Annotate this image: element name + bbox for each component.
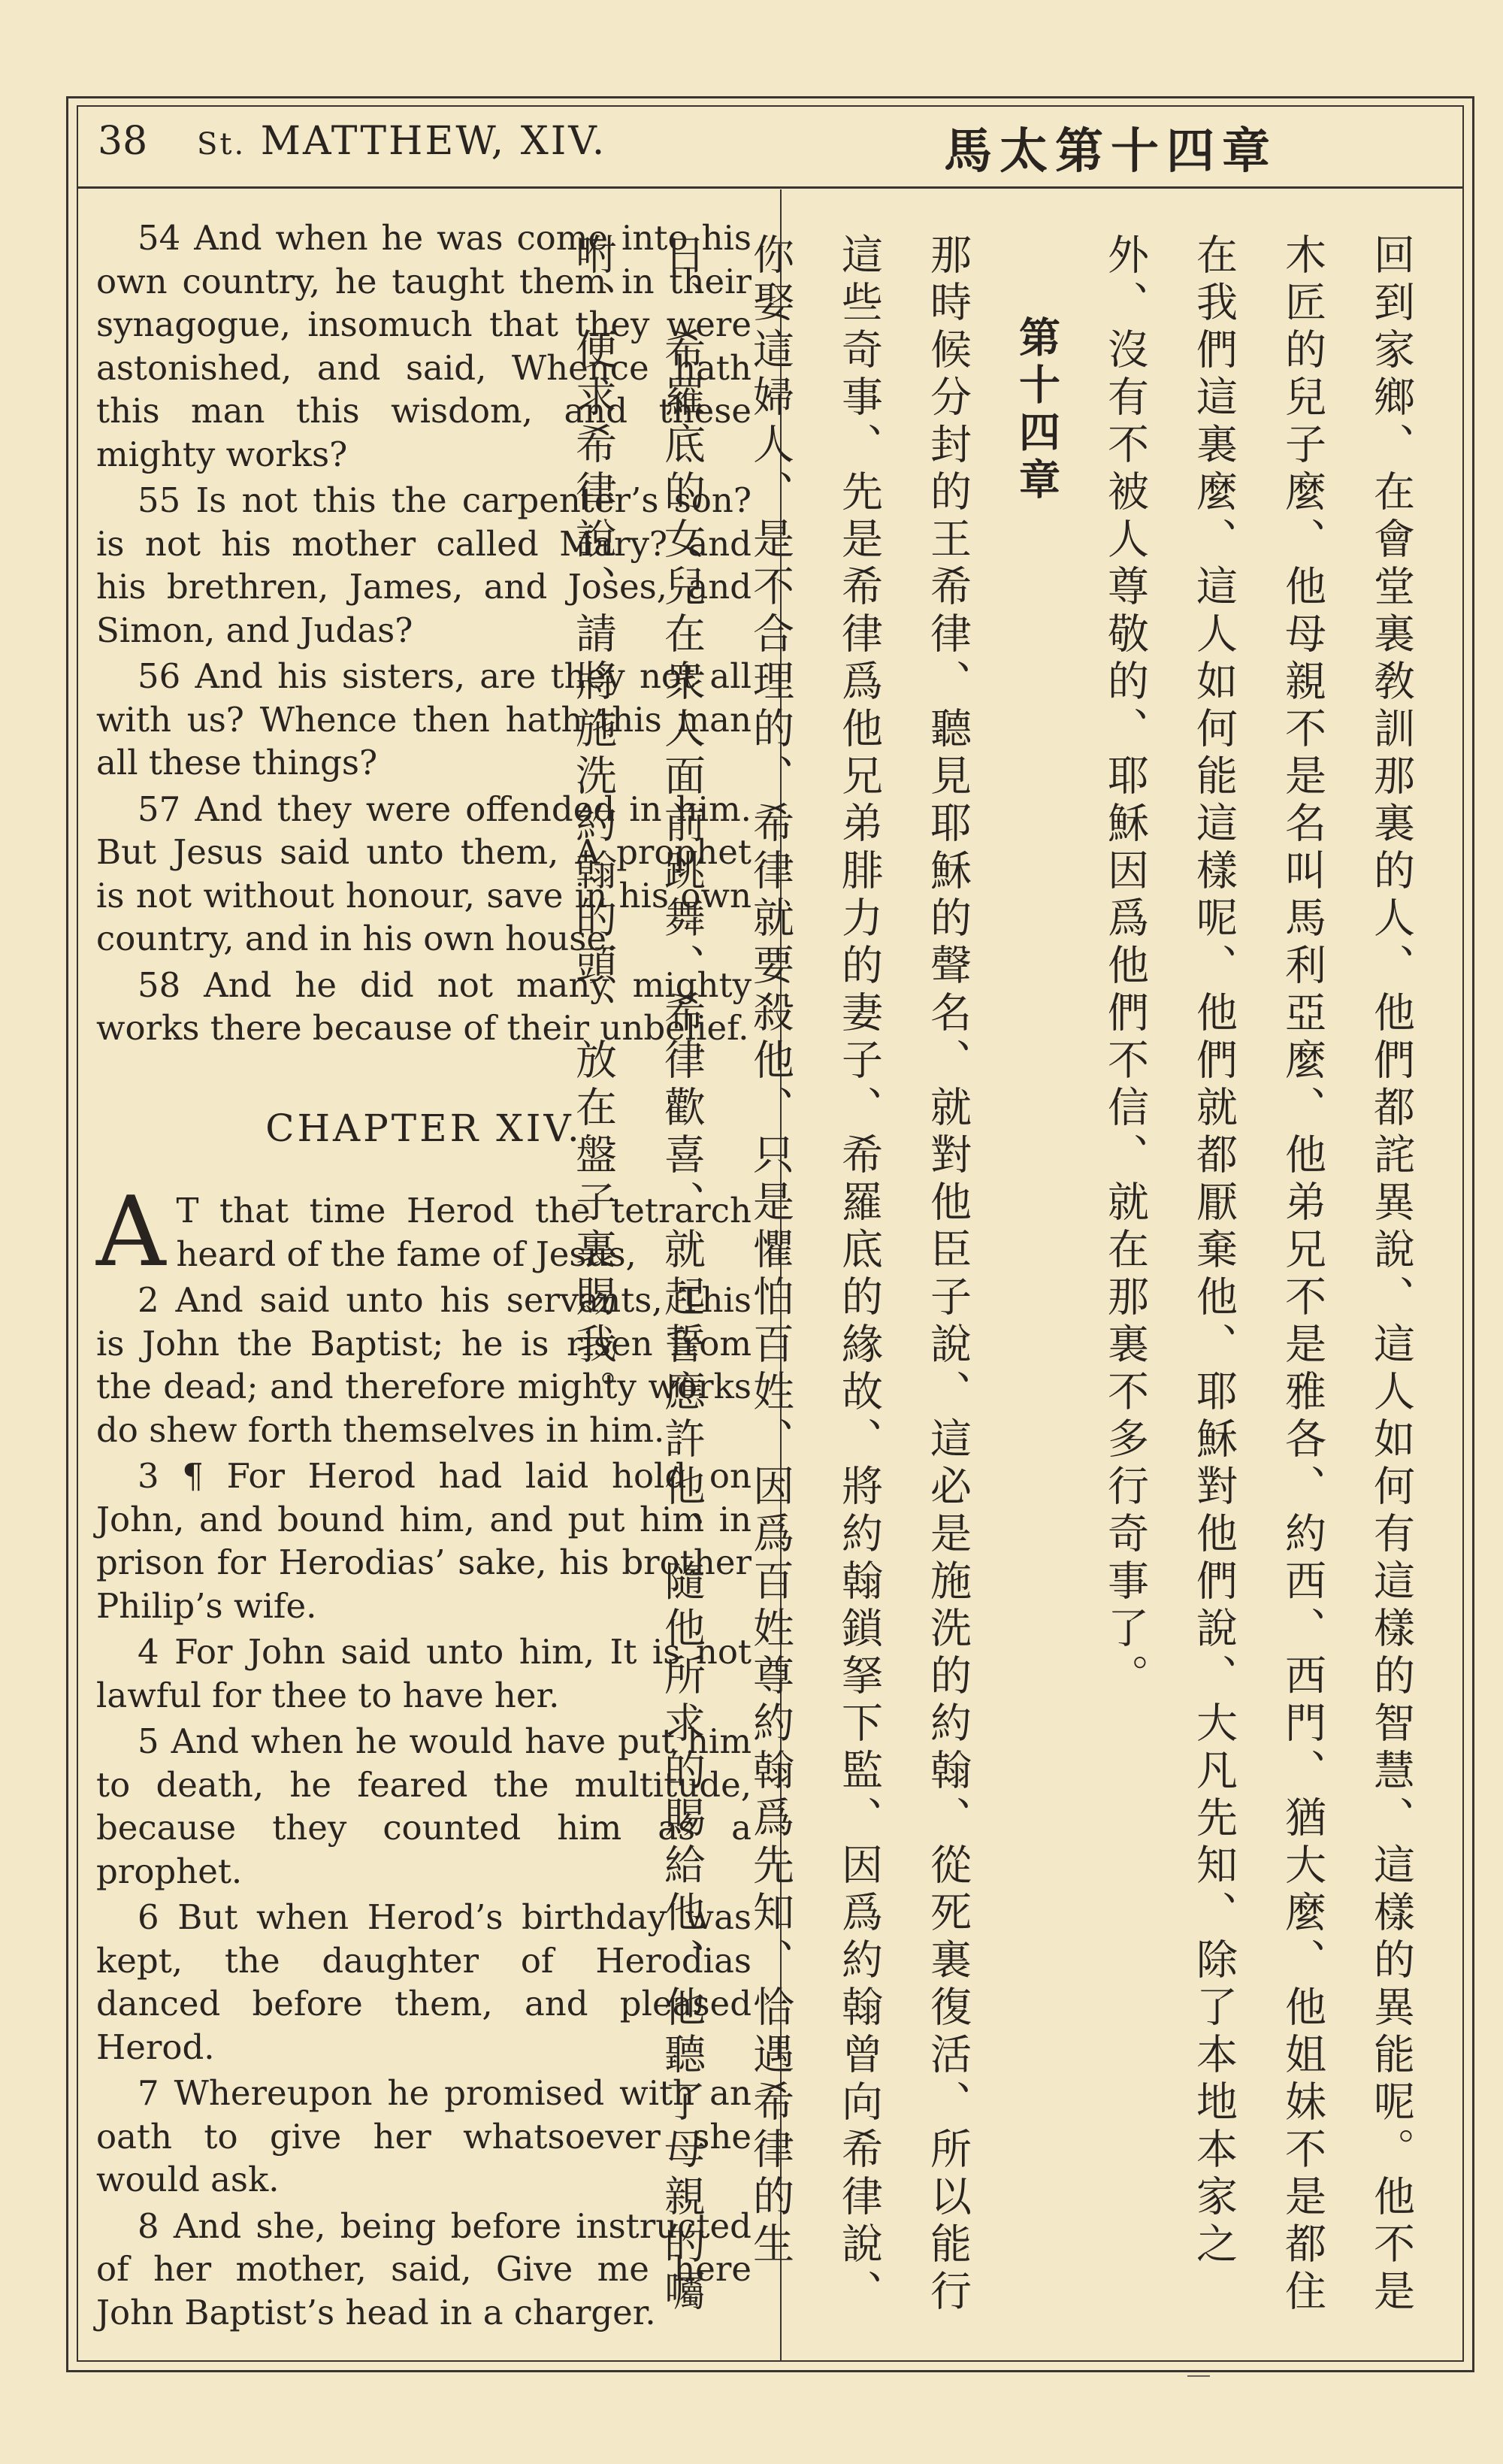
- chinese-passage-ch13: 回到家鄉、在會堂裏敎訓那裏的人、他們都詫異說、這人如何有這樣的智慧、這樣的異能呢。他不是木匠的兒子麼、他母親不是名叫馬利亞麼、他弟兄不是雅各、約西、西門、猶大麼、他姐妹不是都住在我們這裏麼、這人如何能這樣呢、他們就都厭棄他、耶穌對他們說、大凡先知、除了本地本家之外、沒有不被人尊敬的、耶穌因爲他們不信、就在那裏不多行奇事了。: [1101, 233, 1415, 2317]
- verse-5: 5 And when he would have put him to death, he feared the multitude, because they counted him as a prophet.: [96, 1721, 752, 1891]
- chapter-heading: CHAPTER XIV.: [265, 1106, 582, 1150]
- verse-54: 54 And when he was come into his own country, he taught them in their synagogue, insomuch that they were astonished, and said, Whence hath this man this wisdom, and these mighty works?: [96, 218, 752, 474]
- chinese-column: [569, 233, 1435, 2330]
- header-rule: [77, 186, 1462, 189]
- verse-55: 55 Is not this the carpenter’s son? is not his mother called Mary? and his brethren, James, and Joses, and Simon, and Judas?: [96, 480, 752, 650]
- drop-cap: A: [96, 1176, 166, 1288]
- verse-4: 4 For John said unto him, It is not lawful for thee to have her.: [96, 1632, 752, 1715]
- running-title-book: MATTHEW, XIV.: [260, 119, 607, 164]
- verse-56: 56 And his sisters, are they not all with us? Whence then hath this man all these things?: [96, 656, 752, 782]
- verse-58: 58 And he did not many mighty works there because of their unbelief.: [96, 964, 752, 1048]
- chinese-passage-ch14: 那時候分封的王希律、聽見耶穌的聲名、就對他臣子說、這必是施洗的約翰、從死裏復活、所以能行這些奇事、先是希律爲他兄弟腓力的妻子、希羅底的緣故、將約翰鎖拏下監、因爲約翰曾向希律說、你娶這婦人、是不合理的、希律就要殺他、只是懼怕百姓、因爲百姓尊約翰爲先知、恰遇希律的生日、希羅底的女兒在衆人面前跳舞、希律歡喜、就起誓應許他、隨他所求的賜給他、他聽了母親的囑咐、便求希律說、請將施洗約翰的頭、放在盤子裏賜我。: [569, 233, 972, 2317]
- chinese-running-title: 馬太第十四章: [944, 124, 1278, 180]
- running-title: [197, 119, 606, 164]
- verse-8: 8 And she, being before instructed of her mother, said, Give me here John Baptist’s head in a charger.: [96, 2205, 752, 2332]
- verse-2: 2 And said unto his servants, This is John the Baptist; he is risen from the dead; and therefore mighty works do shew forth themselves in him.: [96, 1280, 752, 1450]
- verse-7: 7 Whereupon he promised with an oath to give her whatsoever she would ask.: [96, 2073, 752, 2199]
- footer-mark: [1187, 2375, 1210, 2377]
- running-title-st: St.: [197, 127, 246, 162]
- chinese-chapter-heading: 第十四章: [1012, 316, 1060, 505]
- page-number: 38: [98, 119, 148, 164]
- verse-57: 57 And they were offended in him. But Jesus said unto them, A prophet is not without honour, save in his own country, and in his own house.: [96, 789, 752, 958]
- verse-6: 6 But when Herod’s birthday was kept, the daughter of Herodias danced before them, and pleased Herod.: [96, 1897, 752, 2067]
- verse-3: 3 ¶ For Herod had laid hold on John, and bound him, and put him in prison for Herodias’ sake, his brother Philip’s wife.: [96, 1456, 752, 1626]
- verse-1-text: T that time Herod the tetrarch heard of the fame of Jesus,: [176, 1191, 752, 1274]
